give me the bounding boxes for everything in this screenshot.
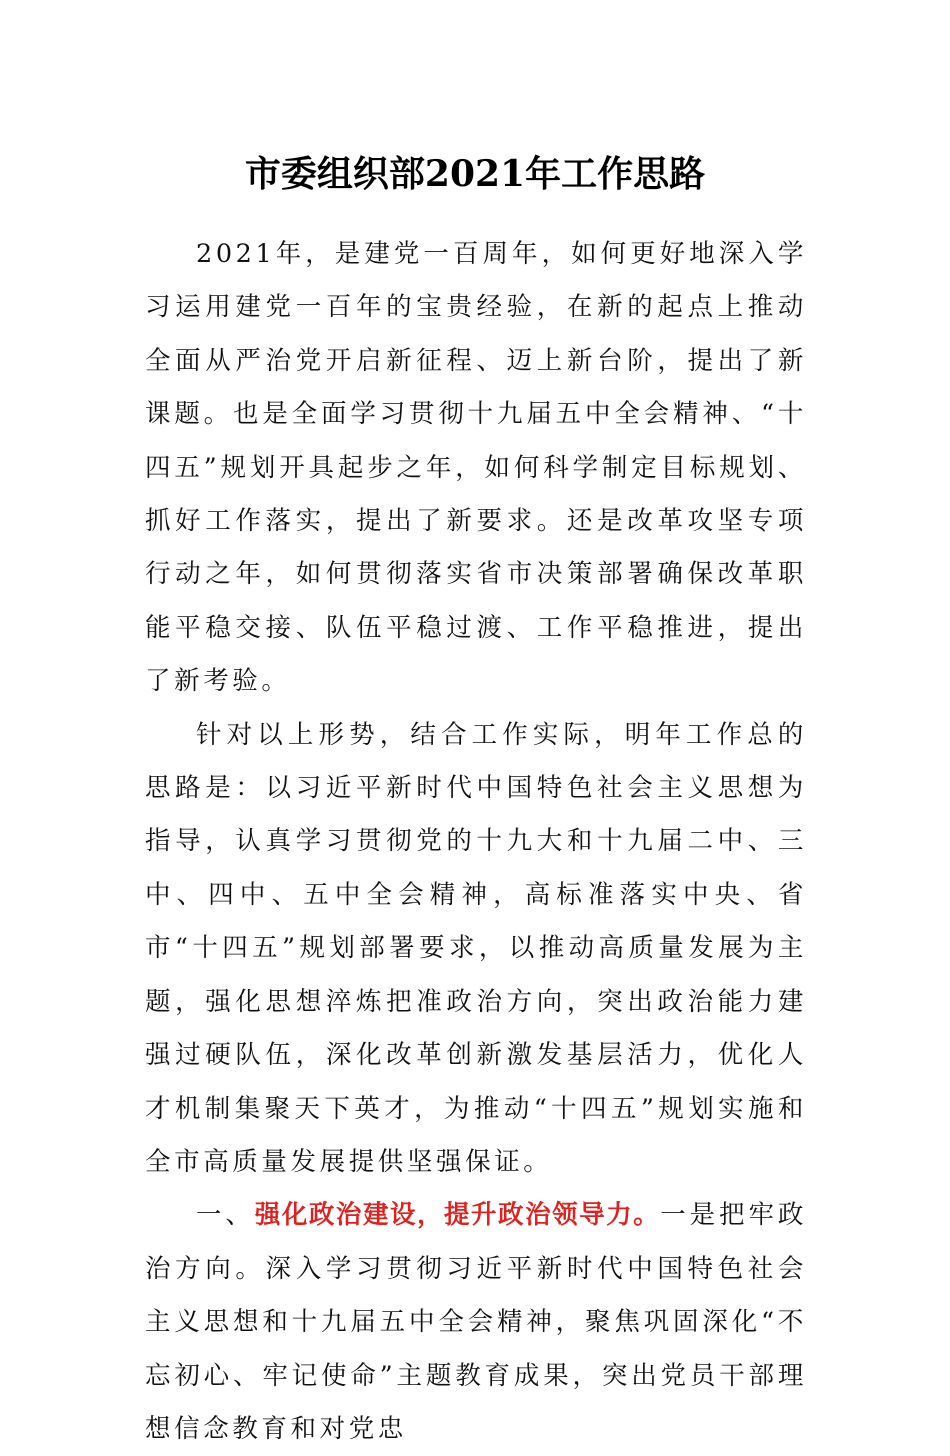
paragraph-1-text: 2021年，是建党一百周年，如何更好地深入学习运用建党一百年的宝贵经验，在新的起点上推动全面从严治党开启新征程、迈上新台阶，提出了新课题。也是全面学习贯彻十九届五中全会精神、“十四五”规划开具起步之年，如何科学制定目标规划、抓好工作落实，提出了新要求。还是改革攻坚专项行动之年，如何贯彻落实省市决策部署确保改革职能平稳交接、队伍平稳过渡、工作平稳推进，提出了新考验。 bbox=[145, 239, 807, 697]
section-heading: 强化政治建设，提升政治领导力。 bbox=[254, 1200, 661, 1231]
paragraph-3 bbox=[145, 1189, 807, 1456]
document-body bbox=[145, 228, 807, 1456]
document-title: 市委组织部2021年工作思路 bbox=[244, 153, 706, 195]
paragraph-2 bbox=[145, 709, 807, 1190]
paragraph-1 bbox=[145, 228, 807, 709]
paragraph-2-text: 针对以上形势，结合工作实际，明年工作总的思路是：以习近平新时代中国特色社会主义思想为指导，认真学习贯彻党的十九大和十九届二中、三中、四中、五中全会精神，高标准落实中央、省市“十四五”规划部署要求，以推动高质量发展为主题，强化思想淬炼把准政治方向，突出政治能力建强过硬队伍，深化改革创新激发基层活力，优化人才机制集聚天下英才，为推动“十四五”规划实施和全市高质量发展提供坚强保证。 bbox=[145, 719, 807, 1177]
paragraph-3-text: 一是把牢政治方向。深入学习贯彻习近平新时代中国特色社会主义思想和十九届五中全会精神，聚焦巩固深化“不忘初心、牢记使命”主题教育成果，突出党员干部理想信念教育和对党忠 bbox=[145, 1200, 807, 1444]
section-number: 一、 bbox=[196, 1200, 255, 1231]
